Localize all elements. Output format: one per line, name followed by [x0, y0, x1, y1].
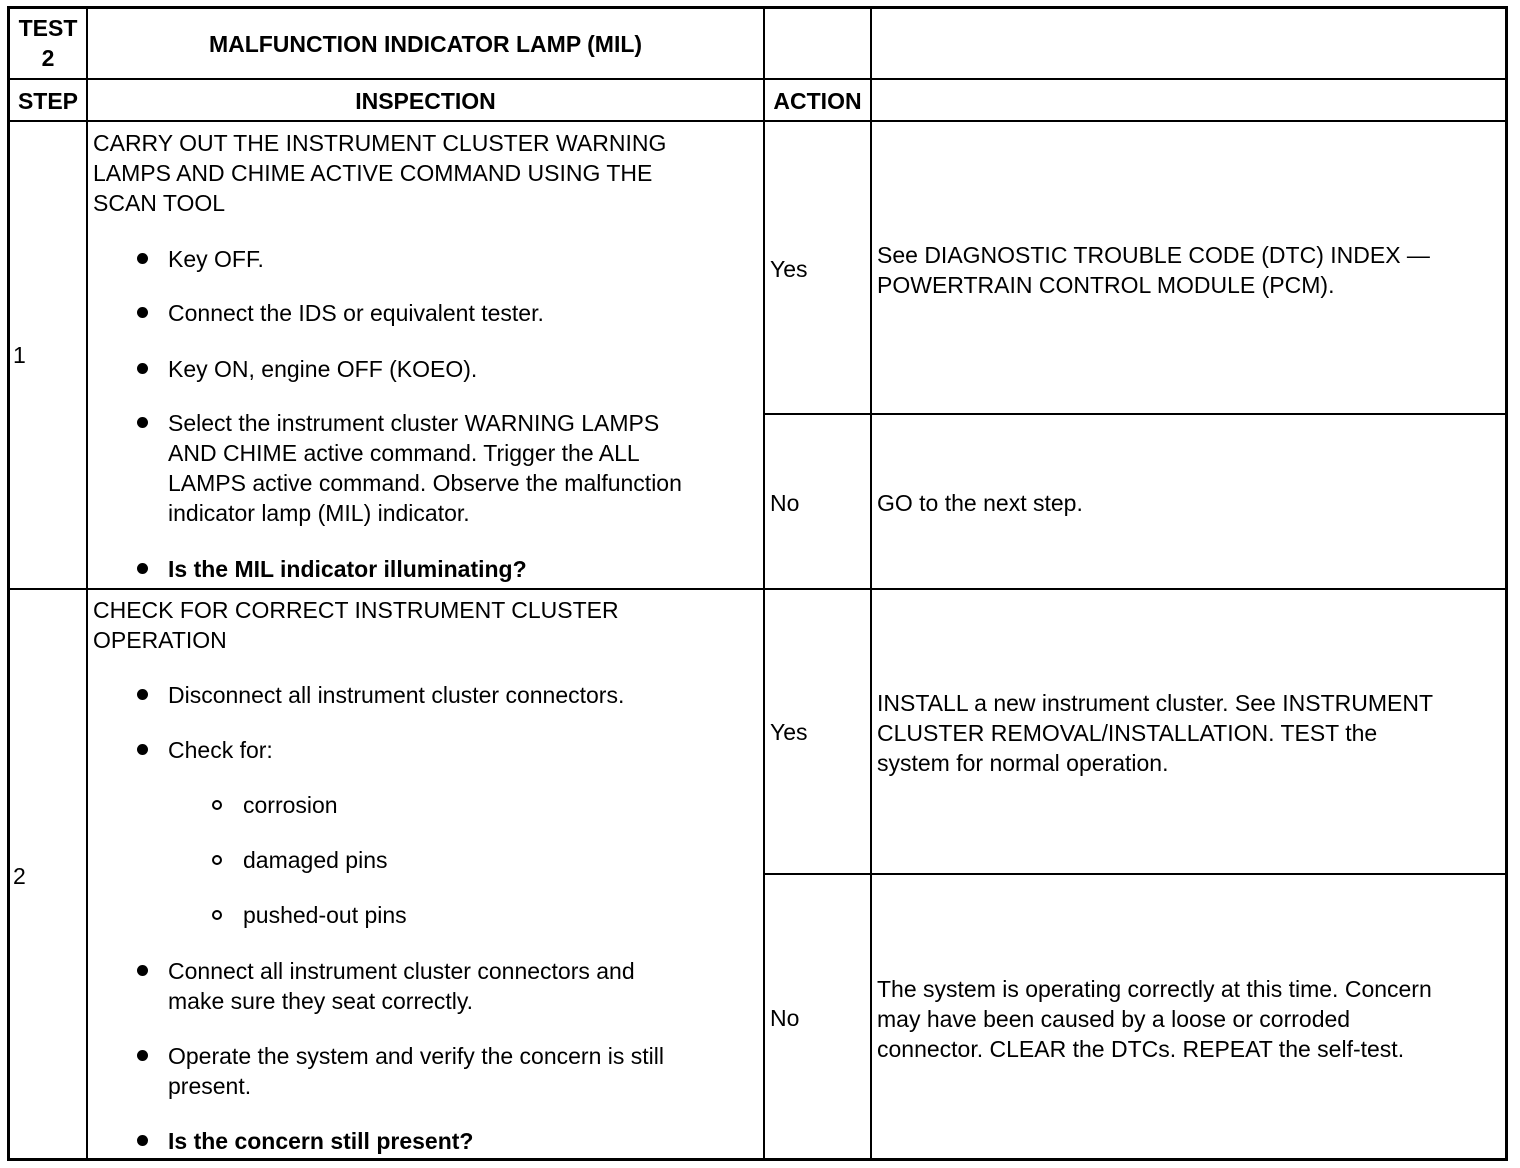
action-yes-text: CLUSTER REMOVAL/INSTALLATION. TEST the — [877, 720, 1378, 746]
step-question: Is the MIL indicator illuminating? — [168, 556, 527, 582]
sub-list-item: corrosion — [243, 792, 338, 818]
table-border-right — [1505, 6, 1508, 1161]
action-divider — [764, 413, 1508, 415]
action-yes-text: See DIAGNOSTIC TROUBLE CODE (DTC) INDEX — — [877, 242, 1430, 268]
table-border-left — [7, 6, 10, 1161]
sub-bullet-icon — [212, 800, 222, 810]
step-number: 2 — [13, 863, 26, 889]
bullet-icon — [137, 253, 148, 264]
action-no-label: No — [770, 1005, 800, 1031]
list-item: make sure they seat correctly. — [168, 988, 474, 1014]
bullet-icon — [137, 744, 148, 755]
sub-list-item: pushed-out pins — [243, 902, 407, 928]
col-divider — [86, 6, 88, 1161]
action-no-text: The system is operating correctly at this time. Concern — [877, 976, 1432, 1002]
bullet-icon — [137, 307, 148, 318]
list-item: Connect all instrument cluster connectors and — [168, 958, 635, 984]
table-border-bottom — [7, 1158, 1508, 1161]
col-header-step: STEP — [17, 88, 79, 114]
step-heading: CHECK FOR CORRECT INSTRUMENT CLUSTER — [93, 597, 619, 623]
bullet-icon — [137, 1135, 148, 1146]
row-divider — [7, 120, 1508, 122]
step-heading: SCAN TOOL — [93, 190, 226, 216]
col-header-inspection: INSPECTION — [355, 88, 496, 114]
list-item: indicator lamp (MIL) indicator. — [168, 500, 470, 526]
sub-bullet-icon — [212, 855, 222, 865]
col-header-action: ACTION — [773, 88, 862, 114]
list-item: Disconnect all instrument cluster connectors. — [168, 682, 625, 708]
bullet-icon — [137, 563, 148, 574]
sub-bullet-icon — [212, 910, 222, 920]
action-no-text: connector. CLEAR the DTCs. REPEAT the self-test. — [877, 1036, 1405, 1062]
step-heading: CARRY OUT THE INSTRUMENT CLUSTER WARNING — [93, 130, 667, 156]
test-number: 2 — [41, 45, 55, 71]
action-divider — [764, 873, 1508, 875]
row-divider — [7, 78, 1508, 80]
list-item: Select the instrument cluster WARNING LAMPS — [168, 410, 660, 436]
step-number: 1 — [13, 342, 26, 368]
col-divider — [763, 6, 765, 1161]
action-no-label: No — [770, 490, 800, 516]
action-yes-label: Yes — [770, 719, 808, 745]
table-border-top — [7, 6, 1508, 9]
list-item: Key OFF. — [168, 246, 264, 272]
list-item: present. — [168, 1073, 252, 1099]
action-yes-text: INSTALL a new instrument cluster. See INSTRUMENT — [877, 690, 1434, 716]
step-heading: OPERATION — [93, 627, 227, 653]
bullet-icon — [137, 689, 148, 700]
bullet-icon — [137, 1050, 148, 1061]
action-yes-text: system for normal operation. — [877, 750, 1169, 776]
row-divider — [7, 588, 1508, 590]
step-heading: LAMPS AND CHIME ACTIVE COMMAND USING THE — [93, 160, 653, 186]
list-item: AND CHIME active command. Trigger the ALL — [168, 440, 640, 466]
list-item: Key ON, engine OFF (KOEO). — [168, 356, 478, 382]
list-item: Connect the IDS or equivalent tester. — [168, 300, 544, 326]
test-label: TEST — [18, 15, 78, 41]
bullet-icon — [137, 417, 148, 428]
action-no-text: GO to the next step. — [877, 490, 1083, 516]
page-title: MALFUNCTION INDICATOR LAMP (MIL) — [208, 31, 643, 57]
col-divider — [870, 6, 872, 1161]
list-item: LAMPS active command. Observe the malfunction — [168, 470, 682, 496]
action-no-text: may have been caused by a loose or corroded — [877, 1006, 1351, 1032]
list-item: Check for: — [168, 737, 273, 763]
bullet-icon — [137, 363, 148, 374]
step-question: Is the concern still present? — [168, 1128, 474, 1154]
sub-list-item: damaged pins — [243, 847, 388, 873]
bullet-icon — [137, 965, 148, 976]
action-yes-label: Yes — [770, 256, 808, 282]
list-item: Operate the system and verify the concern is still — [168, 1043, 664, 1069]
action-yes-text: POWERTRAIN CONTROL MODULE (PCM). — [877, 272, 1335, 298]
